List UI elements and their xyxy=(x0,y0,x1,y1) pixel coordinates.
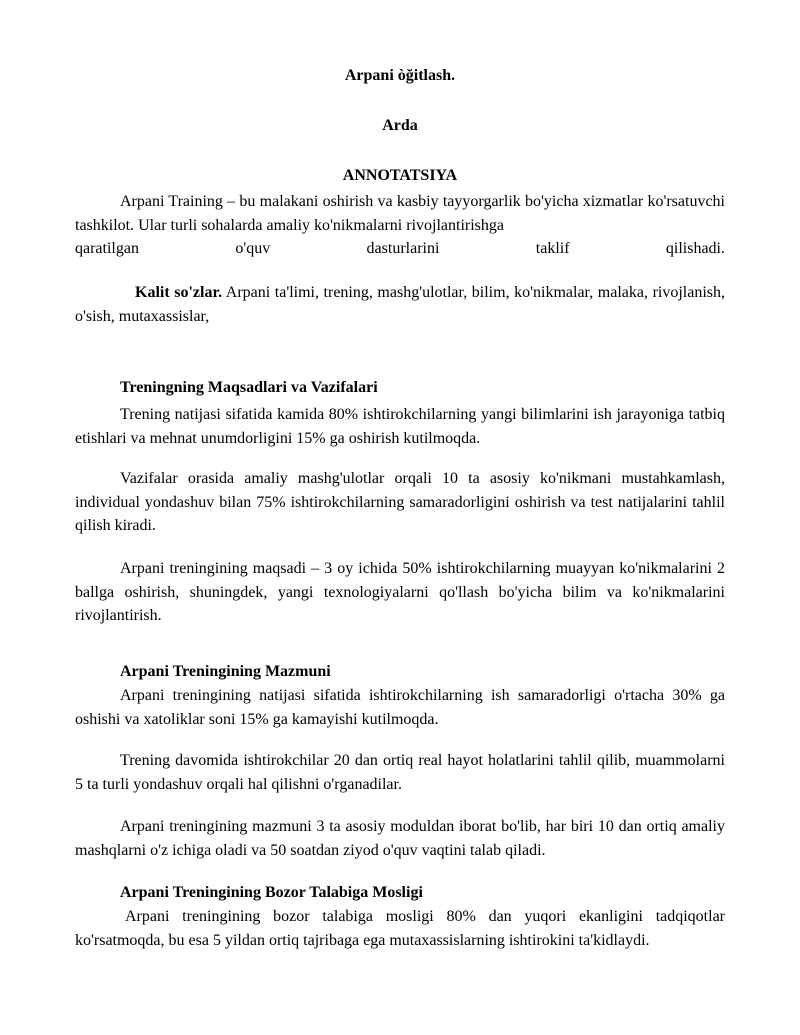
annotation-paragraph xyxy=(75,190,725,261)
paragraph: Arpani treningining bozor talabiga mosligi 80% dan yuqori ekanligini tadqiqotlar ko'rsatmoqda, bu esa 5 yildan ortiq tajribaga ega mutaxassislarning ishtirokini ta'kidlaydi. xyxy=(75,908,725,949)
annotation-heading: ANNOTATSIYA xyxy=(342,167,458,184)
section-heading-market: Arpani Treningining Bozor Talabiga Mosligi xyxy=(120,884,423,901)
section-heading-goals: Treningning Maqsadlari va Vazifalari xyxy=(120,379,378,396)
annotation-text: Arpani Training – bu malakani oshirish va kasbiy tayyorgarlik bo'yicha xizmatlar ko'rsatuvchi tashkilot. Ular turli sohalarda amaliy ko'nikmalarni rivojlantirishga xyxy=(75,193,725,234)
keywords-label: Kalit so'zlar. xyxy=(135,284,223,301)
paragraph: Vazifalar orasida amaliy mashg'ulotlar orqali 10 ta asosiy ko'nikmani mustahkamlash, individual yondashuv bilan 75% ishtirokchilarning samaradorligini oshirish va test natijalarini tahlil qilish kiradi. xyxy=(75,470,725,534)
document-title: Arpani òğitlash. xyxy=(344,67,456,84)
paragraph: Arpani treningining maqsadi – 3 oy ichida 50% ishtirokchilarning muayyan ko'nikmalarini 2 ballga oshirish, shuningdek, yangi texnologiyalarni qo'llash bo'yicha bilim va ko'nikmalarini rivojlantirish. xyxy=(75,560,725,624)
section-heading-content: Arpani Treningining Mazmuni xyxy=(120,663,331,680)
paragraph: Arpani treningining mazmuni 3 ta asosiy moduldan iborat bo'lib, har biri 10 dan ortiq amaliy mashqlarni o'z ichiga oladi va 50 soatdan ziyod o'quv vaqtini talab qiladi. xyxy=(75,818,725,859)
author-name: Arda xyxy=(382,117,418,134)
paragraph: Trening davomida ishtirokchilar 20 dan ortiq real hayot holatlarini tahlil qilib, muammolarni 5 ta turli yondashuv orqali hal qilishni o'rganadilar. xyxy=(75,752,725,793)
annotation-text-end: qaratilgan o'quv dasturlarini taklif qilishadi. xyxy=(75,240,725,257)
keywords-paragraph xyxy=(75,281,725,328)
paragraph: Arpani treningining natijasi sifatida ishtirokchilarning ish samaradorligi o'rtacha 30% ga oshishi va xatoliklar soni 15% ga kamayishi kutilmoqda. xyxy=(75,687,725,728)
paragraph: Trening natijasi sifatida kamida 80% ishtirokchilarning yangi bilimlarini ish jarayoniga tatbiq etishlari va mehnat unumdorligini 15% ga oshirish kutilmoqda. xyxy=(75,406,725,447)
keywords-text: Arpani ta'limi, trening, mashg'ulotlar, bilim, ko'nikmalar, malaka, rivojlanish, o'sish, mutaxassislar, xyxy=(75,284,726,325)
